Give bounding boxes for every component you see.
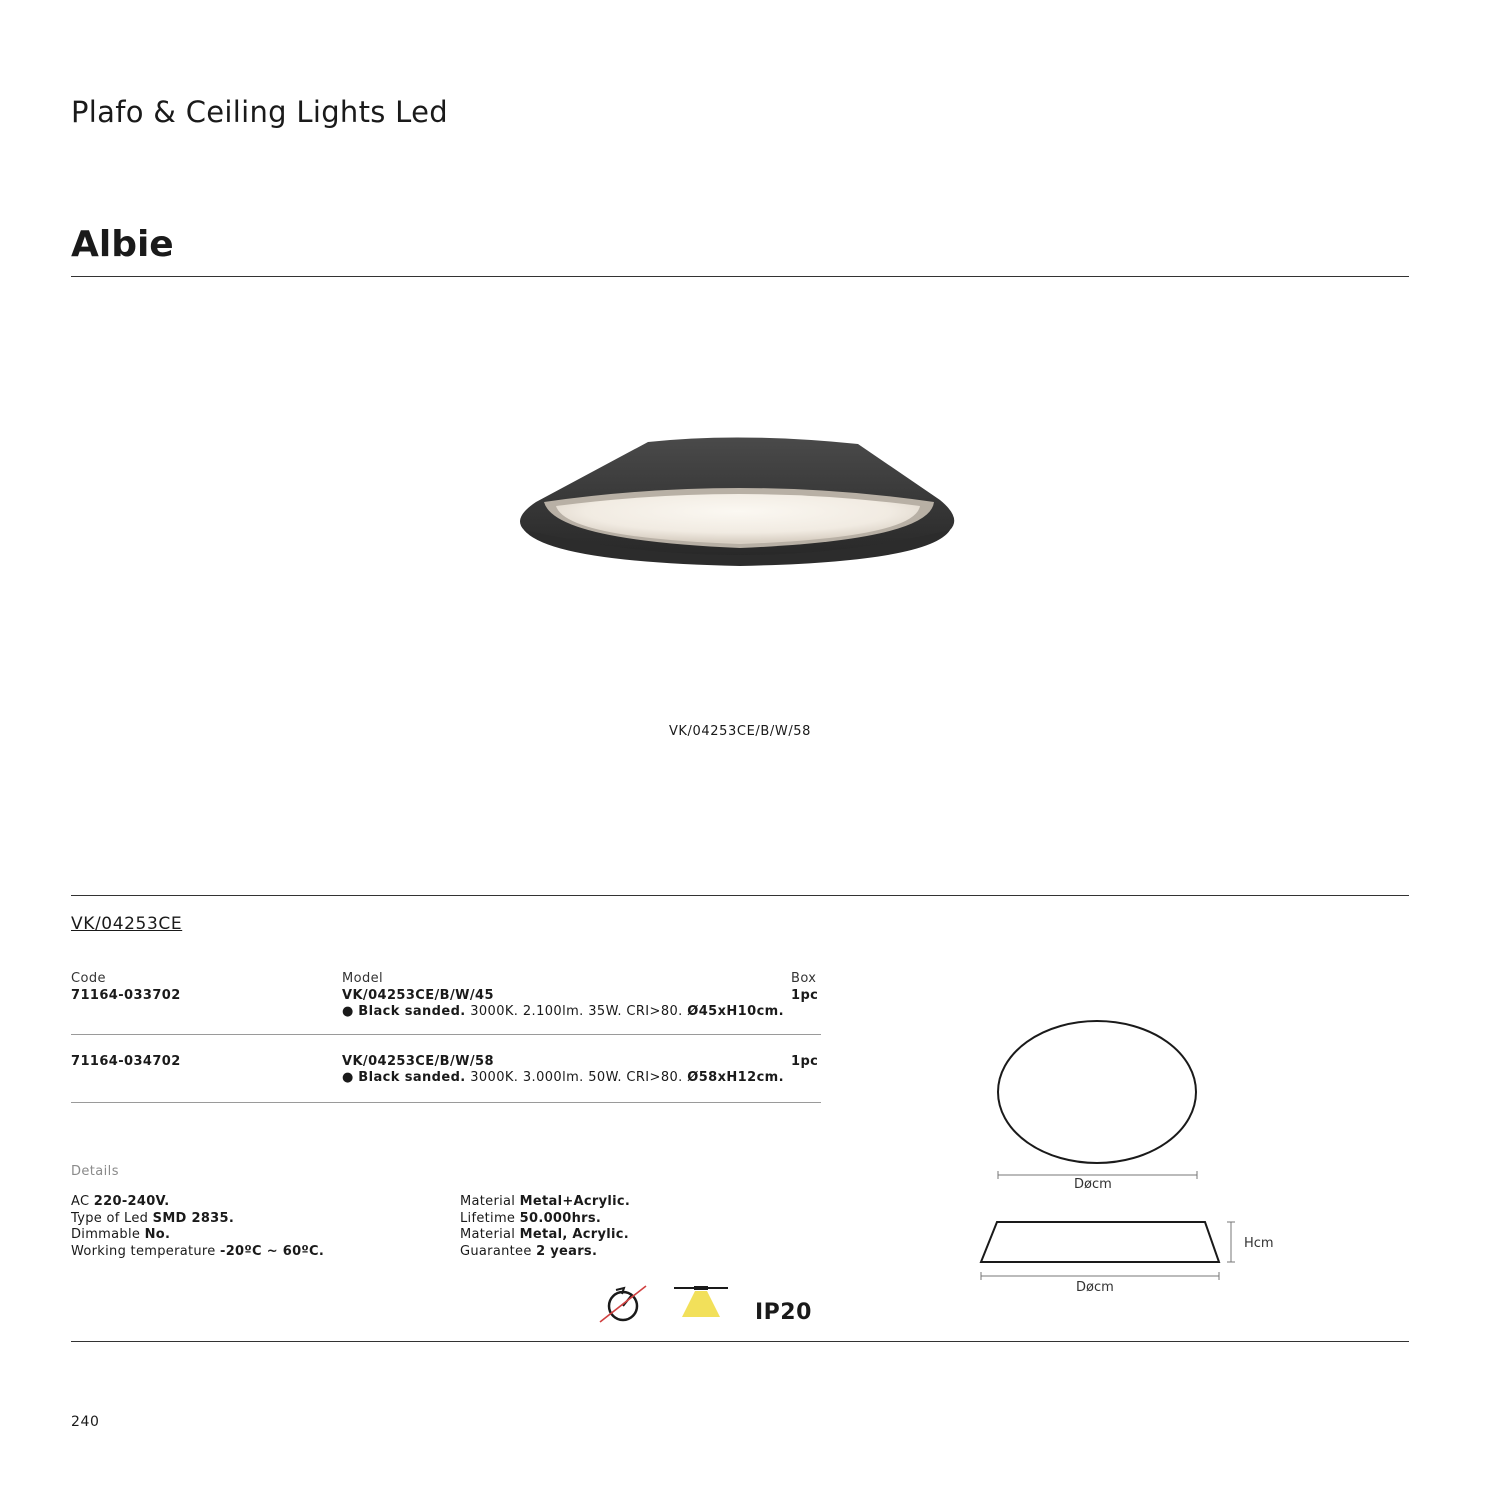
row1-description xyxy=(342,1004,784,1019)
footer-divider xyxy=(71,1341,1409,1342)
details-left xyxy=(71,1194,324,1260)
row1-box: 1pc xyxy=(791,988,819,1003)
row1-size: Ø45xH10cm. xyxy=(687,1004,784,1019)
row2-size: Ø58xH12cm. xyxy=(687,1070,784,1085)
detail-guarantee: Guarantee 2 years. xyxy=(460,1243,598,1259)
detail-temperature: Working temperature -20ºC ~ 60ºC. xyxy=(71,1243,325,1259)
row2-code: 71164-034702 xyxy=(71,1054,181,1069)
top-view-diagram xyxy=(990,1014,1206,1184)
family-code[interactable]: VK/04253CE xyxy=(71,914,183,934)
row1-model: VK/04253CE/B/W/45 xyxy=(342,988,494,1003)
detail-material-2: Material Metal, Acrylic. xyxy=(460,1227,630,1242)
ip-rating: IP20 xyxy=(755,1300,812,1325)
row1-finish: Black sanded. xyxy=(358,1004,466,1019)
category-title: Plafo & Ceiling Lights Led xyxy=(71,95,448,129)
detail-material: Material Metal+Acrylic. xyxy=(460,1194,631,1209)
detail-dimmable: Dimmable No. xyxy=(71,1227,171,1242)
downlight-beam-icon xyxy=(674,1284,730,1320)
title-divider xyxy=(71,276,1409,277)
detail-led-type: Type of Led SMD 2835. xyxy=(71,1210,235,1226)
header-box: Box xyxy=(791,971,817,986)
row1-code: 71164-033702 xyxy=(71,988,181,1003)
side-height-label: Hcm xyxy=(1244,1236,1274,1251)
finish-swatch-icon: ● xyxy=(342,1004,354,1019)
row2-box: 1pc xyxy=(791,1054,819,1069)
header-model: Model xyxy=(342,971,384,986)
row-divider xyxy=(71,1102,821,1103)
row2-finish: Black sanded. xyxy=(358,1070,466,1085)
detail-lifetime: Lifetime 50.000hrs. xyxy=(460,1210,602,1226)
product-photo xyxy=(510,430,970,580)
side-view-diagram xyxy=(975,1216,1245,1286)
header-code: Code xyxy=(71,971,106,986)
row2-model: VK/04253CE/B/W/58 xyxy=(342,1054,494,1069)
section-divider xyxy=(71,895,1409,896)
row1-specs: 3000K. 2.100lm. 35W. CRI>80. xyxy=(470,1004,683,1019)
top-diameter-label: Døcm xyxy=(1074,1177,1112,1192)
page-number: 240 xyxy=(71,1414,100,1430)
no-dimmer-icon xyxy=(598,1284,650,1326)
details-label: Details xyxy=(71,1164,119,1179)
photo-caption: VK/04253CE/B/W/58 xyxy=(668,724,812,739)
product-title: Albie xyxy=(71,224,174,265)
finish-swatch-icon: ● xyxy=(342,1070,354,1085)
detail-voltage: AC 220-240V. xyxy=(71,1194,170,1209)
side-diameter-label: Døcm xyxy=(1076,1280,1114,1295)
row2-description xyxy=(342,1070,784,1085)
row-divider xyxy=(71,1034,821,1035)
row2-specs: 3000K. 3.000lm. 50W. CRI>80. xyxy=(470,1070,683,1085)
details-right xyxy=(460,1194,630,1260)
